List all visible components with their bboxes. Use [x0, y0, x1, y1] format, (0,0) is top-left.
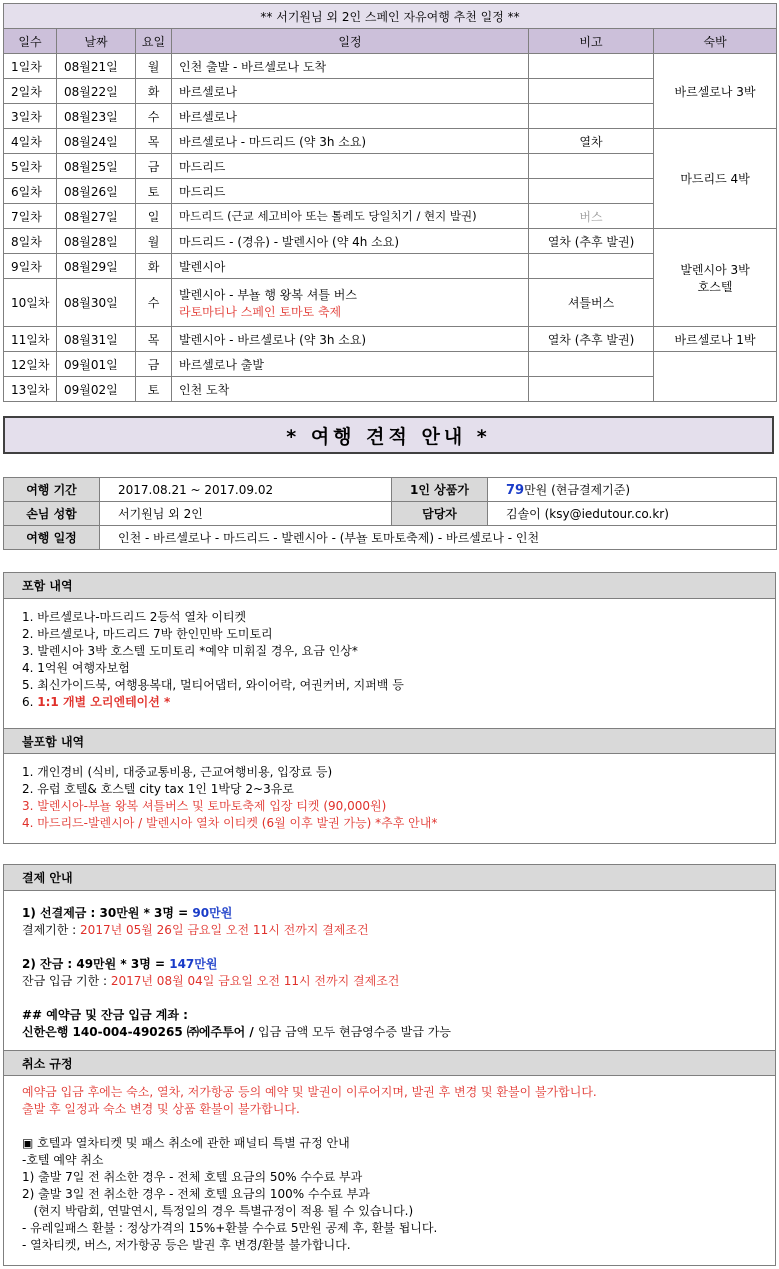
- row-plan: 마드리드: [172, 179, 529, 204]
- col-header-note: 비고: [529, 29, 654, 54]
- deposit-total: 90만원: [192, 906, 233, 920]
- stay-barcelona-3: 바르셀로나 3박: [654, 54, 777, 129]
- row-day: 12일차: [4, 352, 57, 377]
- schedule-table: [3, 3, 777, 402]
- manager-label: 담당자: [392, 502, 488, 526]
- col-header-plan: 일정: [172, 29, 529, 54]
- row-plan: 발렌시아: [172, 254, 529, 279]
- account-info: [22, 1024, 775, 1041]
- row-dow: 월: [136, 229, 172, 254]
- row-note: [529, 154, 654, 179]
- period-label: 여행 기간: [4, 478, 100, 502]
- cancel-rule: 1) 출발 7일 전 취소한 경우 - 전체 호텔 요금의 50% 수수료 부과: [22, 1170, 363, 1184]
- included-title: 포함 내역: [4, 573, 775, 599]
- included-item: 4. 1억원 여행자보험: [22, 661, 130, 675]
- deposit-deadline-label: 결제기한 :: [22, 923, 81, 937]
- row-date: 08월31일: [57, 327, 136, 352]
- included-item6-prefix: 6.: [22, 695, 38, 709]
- schedule-title: ** 서기원님 외 2인 스페인 자유여행 추천 일정 **: [4, 4, 777, 29]
- included-item6-highlight: 1:1 개별 오리엔테이션 *: [37, 695, 171, 709]
- row-day: 7일차: [4, 204, 57, 229]
- period-value: 2017.08.21 ~ 2017.09.02: [100, 478, 392, 502]
- stay-madrid-4: 마드리드 4박: [654, 129, 777, 229]
- deposit-deadline: 2017년 05월 26일 금요일 오전 11시 전까지 결제조건: [80, 923, 369, 937]
- schedule-row: [4, 54, 777, 79]
- row-plan: 바르셀로나: [172, 79, 529, 104]
- row-note: 버스: [529, 204, 654, 229]
- row-date: 08월21일: [57, 54, 136, 79]
- row-plan: 발렌시아 - 부뇰 행 왕복 셔틀 버스: [179, 287, 357, 302]
- estimate-banner: * 여행 견적 안내 *: [3, 416, 774, 454]
- price-label: 1인 상품가: [392, 478, 488, 502]
- row-dow: 화: [136, 254, 172, 279]
- col-header-date: 날짜: [57, 29, 136, 54]
- row-day: 9일차: [4, 254, 57, 279]
- guest-label: 손님 성함: [4, 502, 100, 526]
- row-date: 08월24일: [57, 129, 136, 154]
- included-item: 2. 바르셀로나, 마드리드 7박 한인민박 도미토리: [22, 627, 273, 641]
- account-note: 입금 금액 모두 현금영수증 발급 가능: [258, 1025, 451, 1039]
- cancel-rule: -호텔 예약 취소: [22, 1153, 104, 1167]
- payment-balance-deadline: [22, 973, 775, 990]
- row-dow: 토: [136, 377, 172, 402]
- cancel-title: 취소 규정: [4, 1050, 775, 1076]
- row-plan-multiline: [172, 279, 529, 327]
- row-day: 6일차: [4, 179, 57, 204]
- included-item: [22, 694, 775, 711]
- excluded-item: 4. 마드리드-발렌시아 / 발렌시아 열차 이티켓 (6월 이후 발권 가능) *추후 안내*: [22, 816, 438, 830]
- deposit-formula: 1) 선결제금 : 30만원 * 3명 =: [22, 906, 193, 920]
- row-date: 08월28일: [57, 229, 136, 254]
- row-date: 08월29일: [57, 254, 136, 279]
- row-day: 2일차: [4, 79, 57, 104]
- row-dow: 목: [136, 129, 172, 154]
- payment-deposit-deadline: [22, 922, 775, 939]
- schedule-row: [4, 129, 777, 154]
- row-date: 08월30일: [57, 279, 136, 327]
- row-dow: 금: [136, 154, 172, 179]
- payment-details: [4, 891, 775, 1050]
- schedule-row: [4, 327, 777, 352]
- stay-empty: [654, 352, 777, 402]
- row-plan: 바르셀로나 출발: [172, 352, 529, 377]
- row-day: 3일차: [4, 104, 57, 129]
- row-plan-highlight: 라토마티나 스페인 토마토 축제: [179, 304, 342, 319]
- row-plan: 인천 도착: [172, 377, 529, 402]
- included-item: 1. 바르셀로나-마드리드 2등석 열차 이티켓: [22, 610, 247, 624]
- row-dow: 일: [136, 204, 172, 229]
- cancel-warning: 출발 후 일정과 숙소 변경 및 상품 환불이 불가합니다.: [22, 1102, 300, 1116]
- col-header-dow: 요일: [136, 29, 172, 54]
- balance-deadline-label: 잔금 입금 기한 :: [22, 974, 111, 988]
- row-note: 셔틀버스: [529, 279, 654, 327]
- row-note: [529, 79, 654, 104]
- row-note: [529, 179, 654, 204]
- row-day: 5일차: [4, 154, 57, 179]
- row-date: 09월01일: [57, 352, 136, 377]
- inclusions-box: [3, 572, 776, 844]
- schedule-row: [4, 229, 777, 254]
- excluded-item: 1. 개인경비 (식비, 대중교통비용, 근교여행비용, 입장료 등): [22, 765, 333, 779]
- price-value: [488, 478, 777, 502]
- cancel-rule: - 열차티켓, 버스, 저가항공 등은 발권 후 변경/환불 불가합니다.: [22, 1238, 351, 1252]
- balance-deadline: 2017년 08월 04일 금요일 오전 11시 전까지 결제조건: [110, 974, 400, 988]
- itinerary-value: 인천 - 바르셀로나 - 마드리드 - 발렌시아 - (부뇰 토마토축제) - 바르셀로나 - 인천: [100, 526, 777, 550]
- row-plan: 바르셀로나 - 마드리드 (약 3h 소요): [172, 129, 529, 154]
- schedule-header-row: [4, 29, 777, 54]
- price-suffix: 만원 (현금결제기준): [524, 483, 631, 497]
- balance-formula: 2) 잔금 : 49만원 * 3명 =: [22, 957, 170, 971]
- row-date: 09월02일: [57, 377, 136, 402]
- row-date: 08월27일: [57, 204, 136, 229]
- guest-value: 서기원님 외 2인: [100, 502, 392, 526]
- row-day: 11일차: [4, 327, 57, 352]
- excluded-list: [4, 754, 775, 832]
- row-dow: 월: [136, 54, 172, 79]
- row-day: 1일차: [4, 54, 57, 79]
- row-note: [529, 352, 654, 377]
- row-plan: 바르셀로나: [172, 104, 529, 129]
- row-note: [529, 254, 654, 279]
- row-plan: 마드리드: [172, 154, 529, 179]
- balance-total: 147만원: [169, 957, 218, 971]
- payment-balance: [22, 956, 775, 973]
- row-note: [529, 104, 654, 129]
- price-amount: 79: [506, 483, 525, 498]
- row-plan: 마드리드 (근교 세고비아 또는 톨레도 당일치기 / 현지 발권): [172, 204, 529, 229]
- stay-valencia-3: [654, 229, 777, 327]
- row-day: 8일차: [4, 229, 57, 254]
- row-date: 08월25일: [57, 154, 136, 179]
- row-dow: 목: [136, 327, 172, 352]
- cancel-warning: 예약금 입금 후에는 숙소, 열차, 저가항공 등의 예약 및 발권이 이루어지며, 발권 후 변경 및 환불이 불가합니다.: [22, 1085, 597, 1099]
- cancel-rules: [4, 1076, 775, 1254]
- stay-valencia-line2: 호스텔: [697, 279, 733, 294]
- itinerary-label: 여행 일정: [4, 526, 100, 550]
- included-item: 5. 최신가이드북, 여행용복대, 멀티어댑터, 와이어락, 여권커버, 지퍼백 등: [22, 678, 404, 692]
- included-list: [4, 599, 775, 728]
- row-day: 13일차: [4, 377, 57, 402]
- cancel-rule: ▣ 호텔과 열차티켓 및 패스 취소에 관한 패널티 특별 규정 안내: [22, 1136, 350, 1150]
- payment-deposit: [22, 905, 775, 922]
- included-item: 3. 발렌시아 3박 호스텔 도미토리 *예약 미휘질 경우, 요금 인상*: [22, 644, 358, 658]
- row-date: 08월26일: [57, 179, 136, 204]
- excluded-item: 3. 발렌시아-부뇰 왕복 셔틀버스 및 토마토축제 입장 티켓 (90,000원): [22, 799, 387, 813]
- row-day: 4일차: [4, 129, 57, 154]
- row-note: 열차: [529, 129, 654, 154]
- stay-valencia-line1: 발렌시아 3박: [680, 262, 750, 277]
- col-header-day: 일수: [4, 29, 57, 54]
- row-note: [529, 377, 654, 402]
- stay-barcelona-1: 바르셀로나 1박: [654, 327, 777, 352]
- payment-box: [3, 864, 776, 1266]
- row-plan: 인천 출발 - 바르셀로나 도착: [172, 54, 529, 79]
- row-note: [529, 54, 654, 79]
- row-dow: 토: [136, 179, 172, 204]
- schedule-row: [4, 352, 777, 377]
- row-date: 08월23일: [57, 104, 136, 129]
- row-dow: 화: [136, 79, 172, 104]
- row-day: 10일차: [4, 279, 57, 327]
- excluded-title: 불포함 내역: [4, 728, 775, 754]
- row-plan: 발렌시아 - 바르셀로나 (약 3h 소요): [172, 327, 529, 352]
- account-number: 신한은행 140-004-490265 ㈜에주투어 /: [22, 1025, 258, 1039]
- row-plan: 마드리드 - (경유) - 발렌시아 (약 4h 소요): [172, 229, 529, 254]
- row-date: 08월22일: [57, 79, 136, 104]
- payment-title: 결제 안내: [4, 865, 775, 891]
- cancel-rule: - 유레일패스 환불 : 정상가격의 15%+환불 수수료 5만원 공제 후, 환불 됩니다.: [22, 1221, 438, 1235]
- row-note: 열차 (추후 발권): [529, 229, 654, 254]
- row-dow: 금: [136, 352, 172, 377]
- cancel-rule: (현지 박람회, 연말연시, 특정일의 경우 특별규정이 적용 될 수 있습니다.): [22, 1204, 414, 1218]
- col-header-stay: 숙박: [654, 29, 777, 54]
- row-dow: 수: [136, 279, 172, 327]
- account-title: ## 예약금 및 잔금 입금 계좌 :: [22, 1008, 188, 1022]
- trip-info-table: [3, 477, 777, 550]
- row-dow: 수: [136, 104, 172, 129]
- row-note: 열차 (추후 발권): [529, 327, 654, 352]
- manager-value: 김솔이 (ksy@iedutour.co.kr): [488, 502, 777, 526]
- excluded-item: 2. 유럽 호텔& 호스텔 city tax 1인 1박당 2~3유로: [22, 782, 294, 796]
- cancel-rule: 2) 출발 3일 전 취소한 경우 - 전체 호텔 요금의 100% 수수료 부과: [22, 1187, 370, 1201]
